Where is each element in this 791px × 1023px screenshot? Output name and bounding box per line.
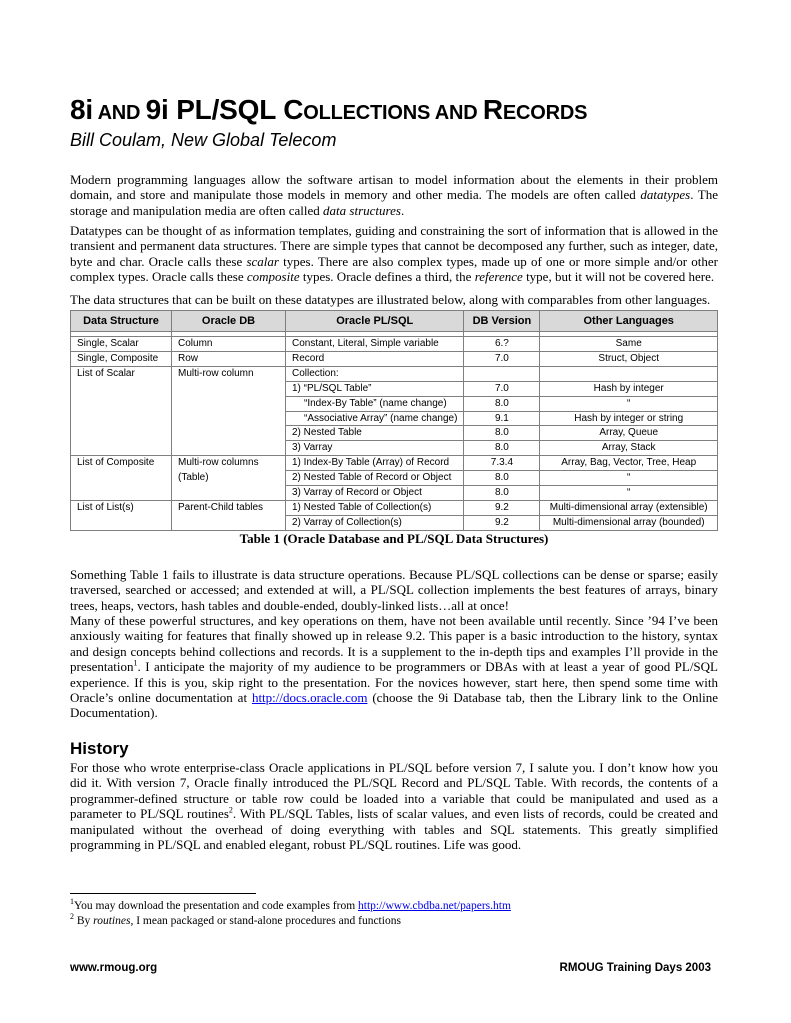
- table-row: [71, 426, 718, 441]
- table-row: [71, 381, 718, 396]
- footnote-1: $^1$You may download the presentation and code examples from http://www.cbdba.net/papers.htm: [70, 897, 511, 912]
- table-caption: Table 1 (Oracle Database and PL/SQL Data Structures): [239, 531, 549, 546]
- body-paragraph-5: Many of these powerful structures, and key operations on them, have not been available until recently. Since ’94 I’ve been anxiously waiting for features that finally showed up in release 9.2. This paper is a basic introduction to the history, syntax and design concepts behind collections and records. It is a supplement to the in-depth tips and examples I’ll provide in the presentation$^1$. I anticipate the majority of my audience to be programmers or DBAs with at least a year of good PL/SQL experience. If this is you, skip right to the presentation. For the novices however, start here, then spend some time with Oracle’s online documentation at http://docs.oracle.com (choose the 9i Database tab, then the Library link to the Online Documentation).: [70, 613, 718, 721]
- table-cell: [172, 426, 286, 441]
- table-row: [71, 441, 718, 456]
- table-row: [71, 486, 718, 501]
- column-header: Other Languages: [540, 311, 718, 332]
- table-row: [71, 515, 718, 530]
- table-cell: Multi-dimensional array (bounded): [540, 515, 718, 530]
- table-cell: Single, Composite: [71, 351, 172, 366]
- table-cell: 2) Nested Table of Record or Object: [286, 471, 464, 486]
- table-row: [71, 456, 718, 471]
- table-cell: 1) “PL/SQL Table”: [286, 381, 464, 396]
- table-row: [71, 411, 718, 426]
- papers-download-link[interactable]: http://www.cbdba.net/papers.htm: [358, 900, 511, 912]
- footer-event: RMOUG Training Days 2003: [559, 962, 711, 974]
- table-cell: 2) Varray of Collection(s): [286, 515, 464, 530]
- table-row: [71, 366, 718, 381]
- table-header-row: [71, 311, 718, 332]
- table-cell: “: [540, 486, 718, 501]
- table-cell: 3) Varray of Record or Object: [286, 486, 464, 501]
- table-cell: “: [540, 396, 718, 411]
- table-row: [71, 471, 718, 486]
- table-cell: Parent-Child tables: [172, 500, 286, 515]
- table-cell: List of Composite: [71, 456, 172, 471]
- table-cell: 6.?: [464, 337, 540, 352]
- table-cell: [540, 366, 718, 381]
- table-cell: [172, 486, 286, 501]
- table-cell: 8.0: [464, 441, 540, 456]
- table-cell: 8.0: [464, 426, 540, 441]
- table-cell: [71, 441, 172, 456]
- table-cell: List of Scalar: [71, 366, 172, 381]
- footnote-divider: [70, 893, 256, 894]
- table-cell: [71, 381, 172, 396]
- table-cell: Same: [540, 337, 718, 352]
- table-cell: [71, 426, 172, 441]
- intro-paragraph-2: Datatypes can be thought of as information templates, guiding and constraining the sort of information that is allowed in the transient and permanent data structures. There are simple types that cannot be decomposed any further, such as integer, date, byte and char. Oracle calls these scalar types. There are also complex types, made up of one or more simple and/or other complex types. Oracle calls these composite types. Oracle defines a third, the reference type, but it will not be covered here.: [70, 223, 718, 285]
- table-cell: [172, 441, 286, 456]
- table-cell: Array, Queue: [540, 426, 718, 441]
- table-cell: 2) Nested Table: [286, 426, 464, 441]
- table-cell: “: [540, 471, 718, 486]
- table-cell: Single, Scalar: [71, 337, 172, 352]
- table-cell: Constant, Literal, Simple variable: [286, 337, 464, 352]
- history-heading: History: [70, 739, 129, 758]
- table-cell: [172, 396, 286, 411]
- table-cell: Column: [172, 337, 286, 352]
- column-header: Data Structure: [71, 311, 172, 332]
- table-cell: Hash by integer: [540, 381, 718, 396]
- column-header: Oracle DB: [172, 311, 286, 332]
- table-cell: [172, 381, 286, 396]
- table-cell: Array, Stack: [540, 441, 718, 456]
- table-cell: [464, 366, 540, 381]
- author-line: Bill Coulam, New Global Telecom: [70, 130, 337, 150]
- table-cell: 8.0: [464, 486, 540, 501]
- footnote-2: $^2$ By routines, I mean packaged or stand-alone procedures and functions: [70, 912, 401, 927]
- document-title: 8i AND 9i PL/SQL COLLECTIONS AND RECORDS: [70, 94, 588, 125]
- table-cell: 7.3.4: [464, 456, 540, 471]
- table-row: [71, 337, 718, 352]
- table-cell: [71, 486, 172, 501]
- table-cell: [71, 396, 172, 411]
- table-cell: List of List(s): [71, 500, 172, 515]
- table-cell: 9.2: [464, 500, 540, 515]
- history-paragraph: For those who wrote enterprise-class Oracle applications in PL/SQL before version 7, I salute you. I don’t know how you did it. With version 7, Oracle finally introduced the PL/SQL Record and PL/SQL Table. With records, the contents of a programmer-defined structure or table row could be loaded into a variable that could be manipulated and used as a parameter to PL/SQL routines$^2$. With PL/SQL Tables, lists of scalar values, and even lists of records, could be created and manipulated without the overhead of doing everything with tables and SQL statements. This greatly simplified programming in PL/SQL and enabled elegant, robust PL/SQL routines. Life was good.: [70, 760, 718, 853]
- table-cell: 8.0: [464, 471, 540, 486]
- table-cell: 8.0: [464, 396, 540, 411]
- footer-website: www.rmoug.org: [70, 962, 158, 974]
- table-cell: [71, 411, 172, 426]
- table-cell: [172, 411, 286, 426]
- table-cell: Row: [172, 351, 286, 366]
- table-cell: “Associative Array” (name change): [286, 411, 464, 426]
- table-row: [71, 396, 718, 411]
- table-cell: 7.0: [464, 351, 540, 366]
- table-cell: “Index-By Table” (name change): [286, 396, 464, 411]
- table-cell: 9.1: [464, 411, 540, 426]
- table-cell: [172, 515, 286, 530]
- table-cell: 1) Nested Table of Collection(s): [286, 500, 464, 515]
- oracle-docs-link[interactable]: http://docs.oracle.com: [251, 690, 368, 706]
- intro-paragraph-1: Modern programming languages allow the software artisan to model information about the elements in their problem domain, and store and manipulate those models in memory and other media. The models are often called datatypes. The storage and manipulation media are often called data structures.: [70, 172, 718, 218]
- table-cell: 3) Varray: [286, 441, 464, 456]
- table-row: [71, 500, 718, 515]
- table-cell: Multi-row columns: [172, 456, 286, 471]
- data-structures-table: [70, 310, 718, 531]
- column-header: DB Version: [464, 311, 540, 332]
- table-cell: Multi-row column: [172, 366, 286, 381]
- table-cell: Array, Bag, Vector, Tree, Heap: [540, 456, 718, 471]
- intro-paragraph-3: The data structures that can be built on these datatypes are illustrated below, along with comparables from other languages.: [70, 292, 711, 307]
- table-cell: Multi-dimensional array (extensible): [540, 500, 718, 515]
- table-cell: 9.2: [464, 515, 540, 530]
- table-cell: 7.0: [464, 381, 540, 396]
- table-cell: Collection:: [286, 366, 464, 381]
- table-cell: Record: [286, 351, 464, 366]
- column-header: Oracle PL/SQL: [286, 311, 464, 332]
- table-cell: (Table): [172, 471, 286, 486]
- table-row: [71, 351, 718, 366]
- table-cell: [71, 515, 172, 530]
- table-cell: Struct, Object: [540, 351, 718, 366]
- body-paragraph-4: Something Table 1 fails to illustrate is data structure operations. Because PL/SQL collections can be dense or sparse; easily traversed, searched or accessed; and extended at will, a PL/SQL collection implements the best features of arrays, binary trees, heaps, vectors, hash tables and double-ended, doubly-linked lists…all at once!: [70, 567, 718, 613]
- table-cell: Hash by integer or string: [540, 411, 718, 426]
- table-cell: 1) Index-By Table (Array) of Record: [286, 456, 464, 471]
- table-cell: [71, 471, 172, 486]
